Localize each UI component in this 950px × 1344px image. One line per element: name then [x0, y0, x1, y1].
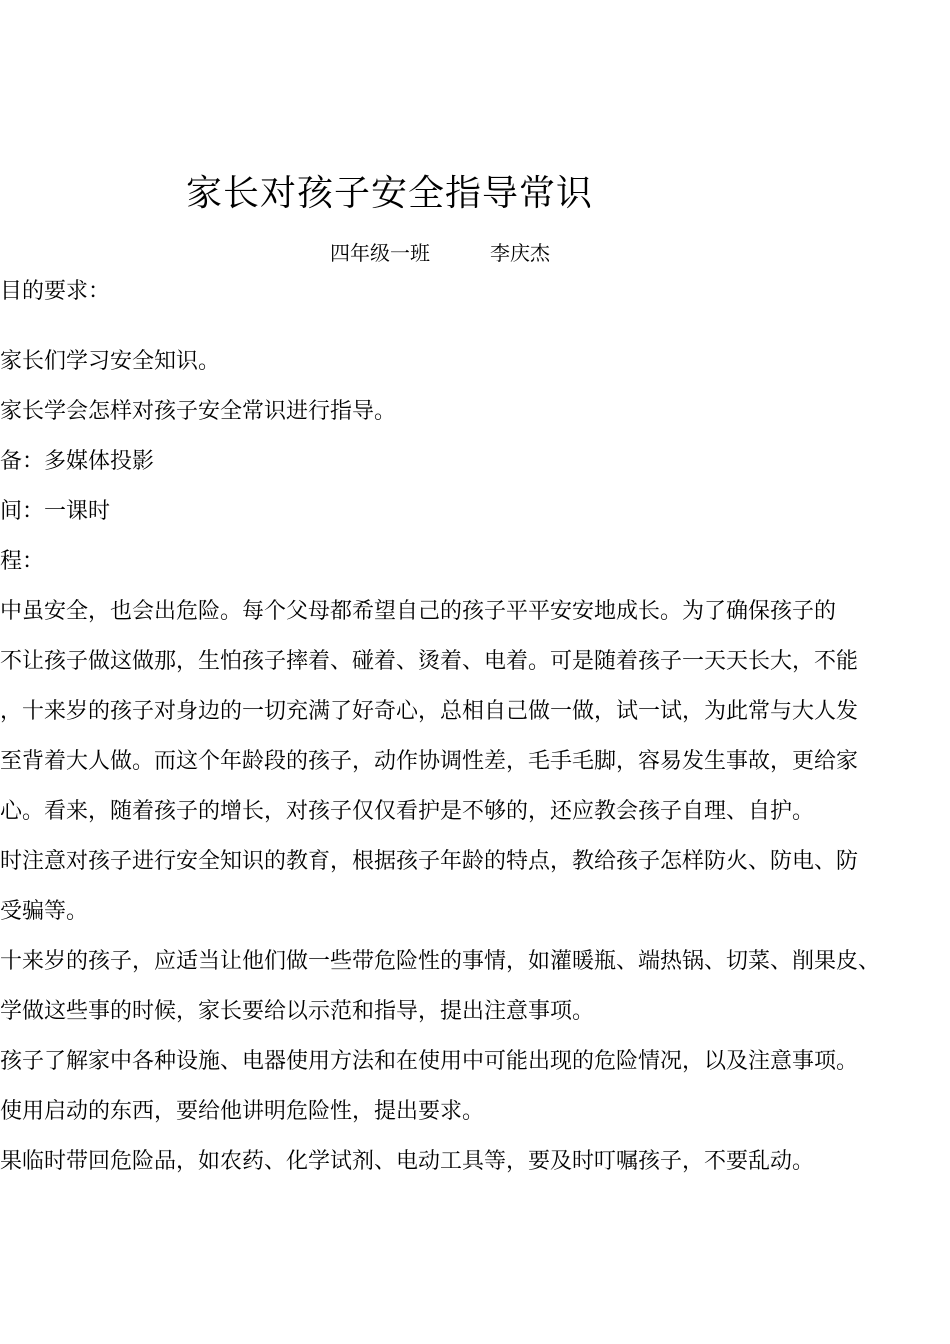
text-line: 学做这些事的时候，家长要给以示范和指导，提出注意事项。 — [0, 999, 595, 1024]
document-title: 家长对孩子安全指导常识 — [186, 173, 594, 214]
text-line: 果临时带回危险品，如农药、化学试剂、电动工具等，要及时叮嘱孩子，不要乱动。 — [0, 1149, 815, 1174]
author-name: 李庆杰 — [490, 241, 550, 265]
text-line: 程： — [0, 549, 45, 574]
text-line: 家长们学习安全知识。 — [0, 349, 221, 374]
text-line: 至背着大人做。而这个年龄段的孩子，动作协调性差，毛手毛脚，容易发生事故，更给家 — [0, 749, 859, 774]
text-line: 不让孩子做这做那，生怕孩子摔着、碰着、烫着、电着。可是随着孩子一天天长大，不能 — [0, 649, 859, 674]
class-name: 四年级一班 — [330, 241, 430, 265]
text-line: 时注意对孩子进行安全知识的教育，根据孩子年龄的特点，教给孩子怎样防火、防电、防 — [0, 849, 859, 874]
text-line: 孩子了解家中各种设施、电器使用方法和在使用中可能出现的危险情况，以及注意事项。 — [0, 1049, 859, 1074]
text-line: 受骗等。 — [0, 899, 89, 924]
text-line: ，十来岁的孩子对身边的一切充满了好奇心，总相自己做一做，试一试，为此常与大人发 — [0, 699, 859, 724]
section-heading-objectives: 目的要求： — [0, 279, 111, 304]
text-line: 十来岁的孩子，应适当让他们做一些带危险性的事情，如灌暖瓶、端热锅、切菜、削果皮、 — [0, 949, 881, 974]
text-line: 间：一课时 — [0, 499, 111, 524]
text-line: 家长学会怎样对孩子安全常识进行指导。 — [0, 399, 397, 424]
text-line: 心。看来，随着孩子的增长，对孩子仅仅看护是不够的，还应教会孩子自理、自护。 — [0, 799, 815, 824]
text-line: 使用启动的东西，要给他讲明危险性，提出要求。 — [0, 1099, 485, 1124]
text-line: 备：多媒体投影 — [0, 449, 155, 474]
text-line: 中虽安全，也会出危险。每个父母都希望自己的孩子平平安安地成长。为了确保孩子的 — [0, 599, 837, 624]
